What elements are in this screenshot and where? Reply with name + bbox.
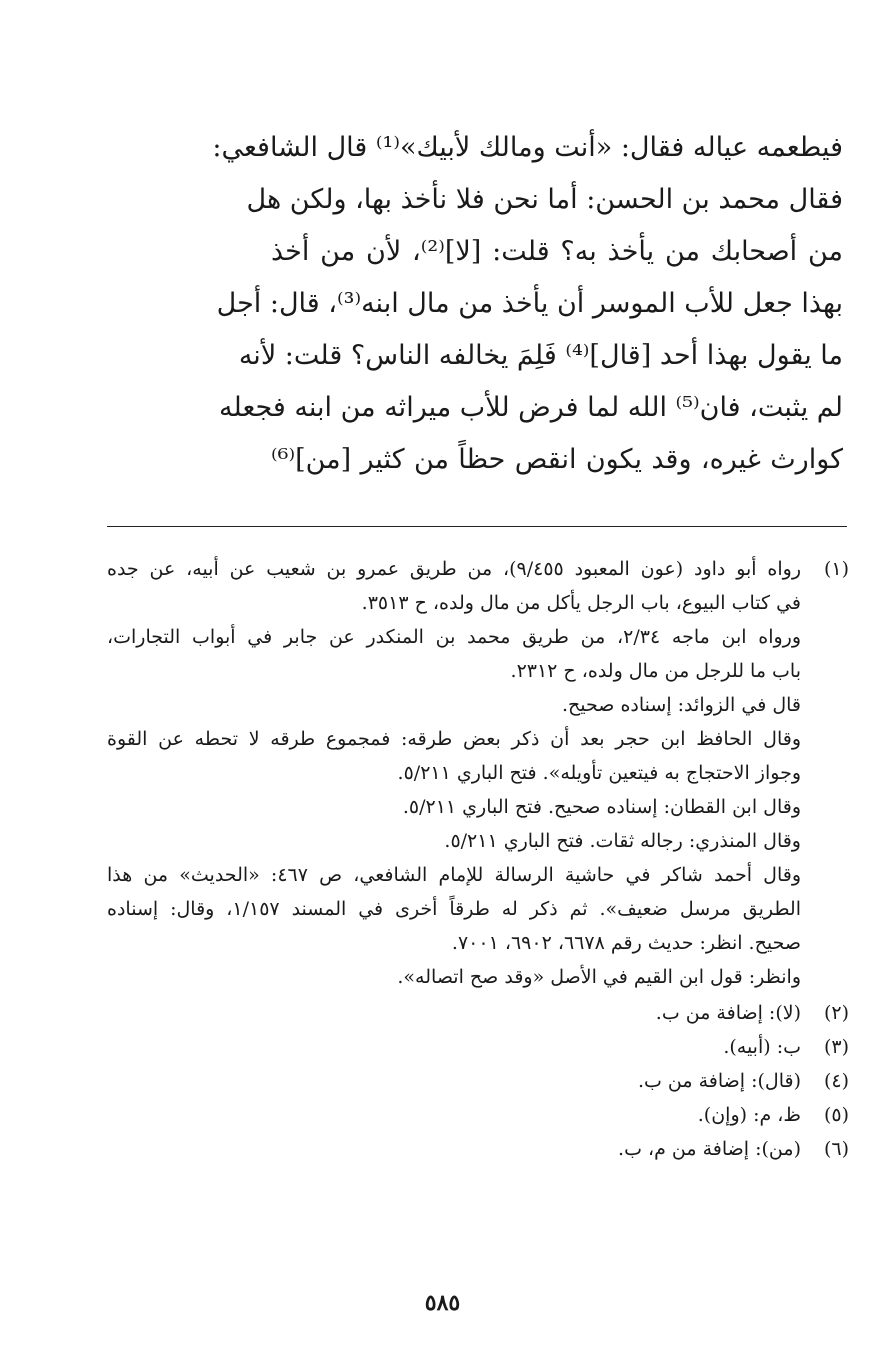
footnote-line: صحيح. انظر: حديث رقم ٦٦٧٨، ٦٩٠٢، ٧٠٠١.	[451, 932, 801, 954]
footnote-line: (قال): إضافة من ب.	[637, 1070, 801, 1092]
footnote-line: (لا): إضافة من ب.	[655, 1002, 801, 1024]
footnote-number: (٤)	[823, 1070, 849, 1092]
footnote-line: قال في الزوائد: إسناده صحيح.	[562, 694, 801, 716]
footnote-number: (٦)	[823, 1138, 849, 1160]
footnote-line: (من): إضافة من م، ب.	[618, 1138, 801, 1160]
footnote-line: باب ما للرجل من مال ولده، ح ٢٣١٢.	[510, 660, 801, 682]
main-text-line: لم يثبت، فان⁽⁵⁾ الله لما فرض للأب ميراثه من ابنه فجعله	[219, 392, 843, 423]
footnote-line: وقال ابن القطان: إسناده صحيح. فتح الباري ٥/٢١١.	[402, 796, 801, 818]
footnote-number: (٢)	[823, 1002, 849, 1024]
main-text-line: كوارث غيره، وقد يكون انقص حظاً من كثير [من]⁽⁶⁾	[271, 444, 843, 475]
footnote-4	[107, 1064, 849, 1098]
main-text-block	[212, 122, 843, 486]
footnote-line: وقال أحمد شاكر في حاشية الرسالة للإمام الشافعي، ص ٤٦٧: «الحديث» من هذا	[107, 864, 801, 886]
main-text-line: فيطعمه عياله فقال: «أنت ومالك لأبيك»⁽¹⁾ قال الشافعي:	[212, 132, 843, 163]
footnote-line: ورواه ابن ماجه ٢/٣٤، من طريق محمد بن المنكدر عن جابر في أبواب التجارات،	[107, 626, 802, 648]
main-text-line: فقال محمد بن الحسن: أما نحن فلا نأخذ بها، ولكن هل	[246, 184, 843, 215]
page-number: ٥٨٥	[424, 1290, 461, 1316]
footnote-number: (٥)	[823, 1104, 849, 1126]
footnote-line: رواه أبو داود (عون المعبود ٩/٤٥٥)، من طريق عمرو بن شعيب عن أبيه، عن جده	[107, 558, 801, 580]
footnote-line: وجواز الاحتجاج به فيتعين تأويله». فتح الباري ٥/٢١١.	[397, 762, 801, 784]
main-text-line: ما يقول بهذا أحد [قال]⁽⁴⁾ فَلِمَ يخالفه الناس؟ قلت: لأنه	[238, 340, 843, 371]
footnote-number: (٣)	[823, 1036, 849, 1058]
footnote-line: الطريق مرسل ضعيف». ثم ذكر له طرقاً أخرى في المسند ١/١٥٧، وقال: إسناده	[107, 898, 801, 920]
footnote-divider	[107, 526, 847, 527]
footnote-6	[107, 1132, 849, 1166]
footnote-line: ب: (أبيه).	[723, 1036, 801, 1058]
main-text-line: بهذا جعل للأب الموسر أن يأخذ من مال ابنه⁽³⁾، قال: أجل	[216, 288, 843, 319]
footnote-line: ظ، م: (وإن).	[697, 1104, 801, 1126]
footnote-line: وقال المنذري: رجاله ثقات. فتح الباري ٥/٢١١.	[444, 830, 801, 852]
footnote-line: وانظر: قول ابن القيم في الأصل «وقد صح اتصاله».	[397, 966, 801, 988]
footnote-2	[107, 996, 849, 1030]
footnote-5	[107, 1098, 849, 1132]
footnote-line: في كتاب البيوع، باب الرجل يأكل من مال ولده، ح ٣٥١٣.	[361, 592, 801, 614]
footnote-number: (١)	[823, 558, 849, 580]
footnote-line: وقال الحافظ ابن حجر بعد أن ذكر بعض طرقه: فمجموع طرقه لا تحطه عن القوة	[107, 728, 801, 750]
main-text-line: من أصحابك من يأخذ به؟ قلت: [لا]⁽²⁾، لأن من أخذ	[271, 236, 843, 267]
footnotes-block	[107, 552, 849, 1166]
footnote-1	[107, 552, 849, 994]
footnote-3	[107, 1030, 849, 1064]
